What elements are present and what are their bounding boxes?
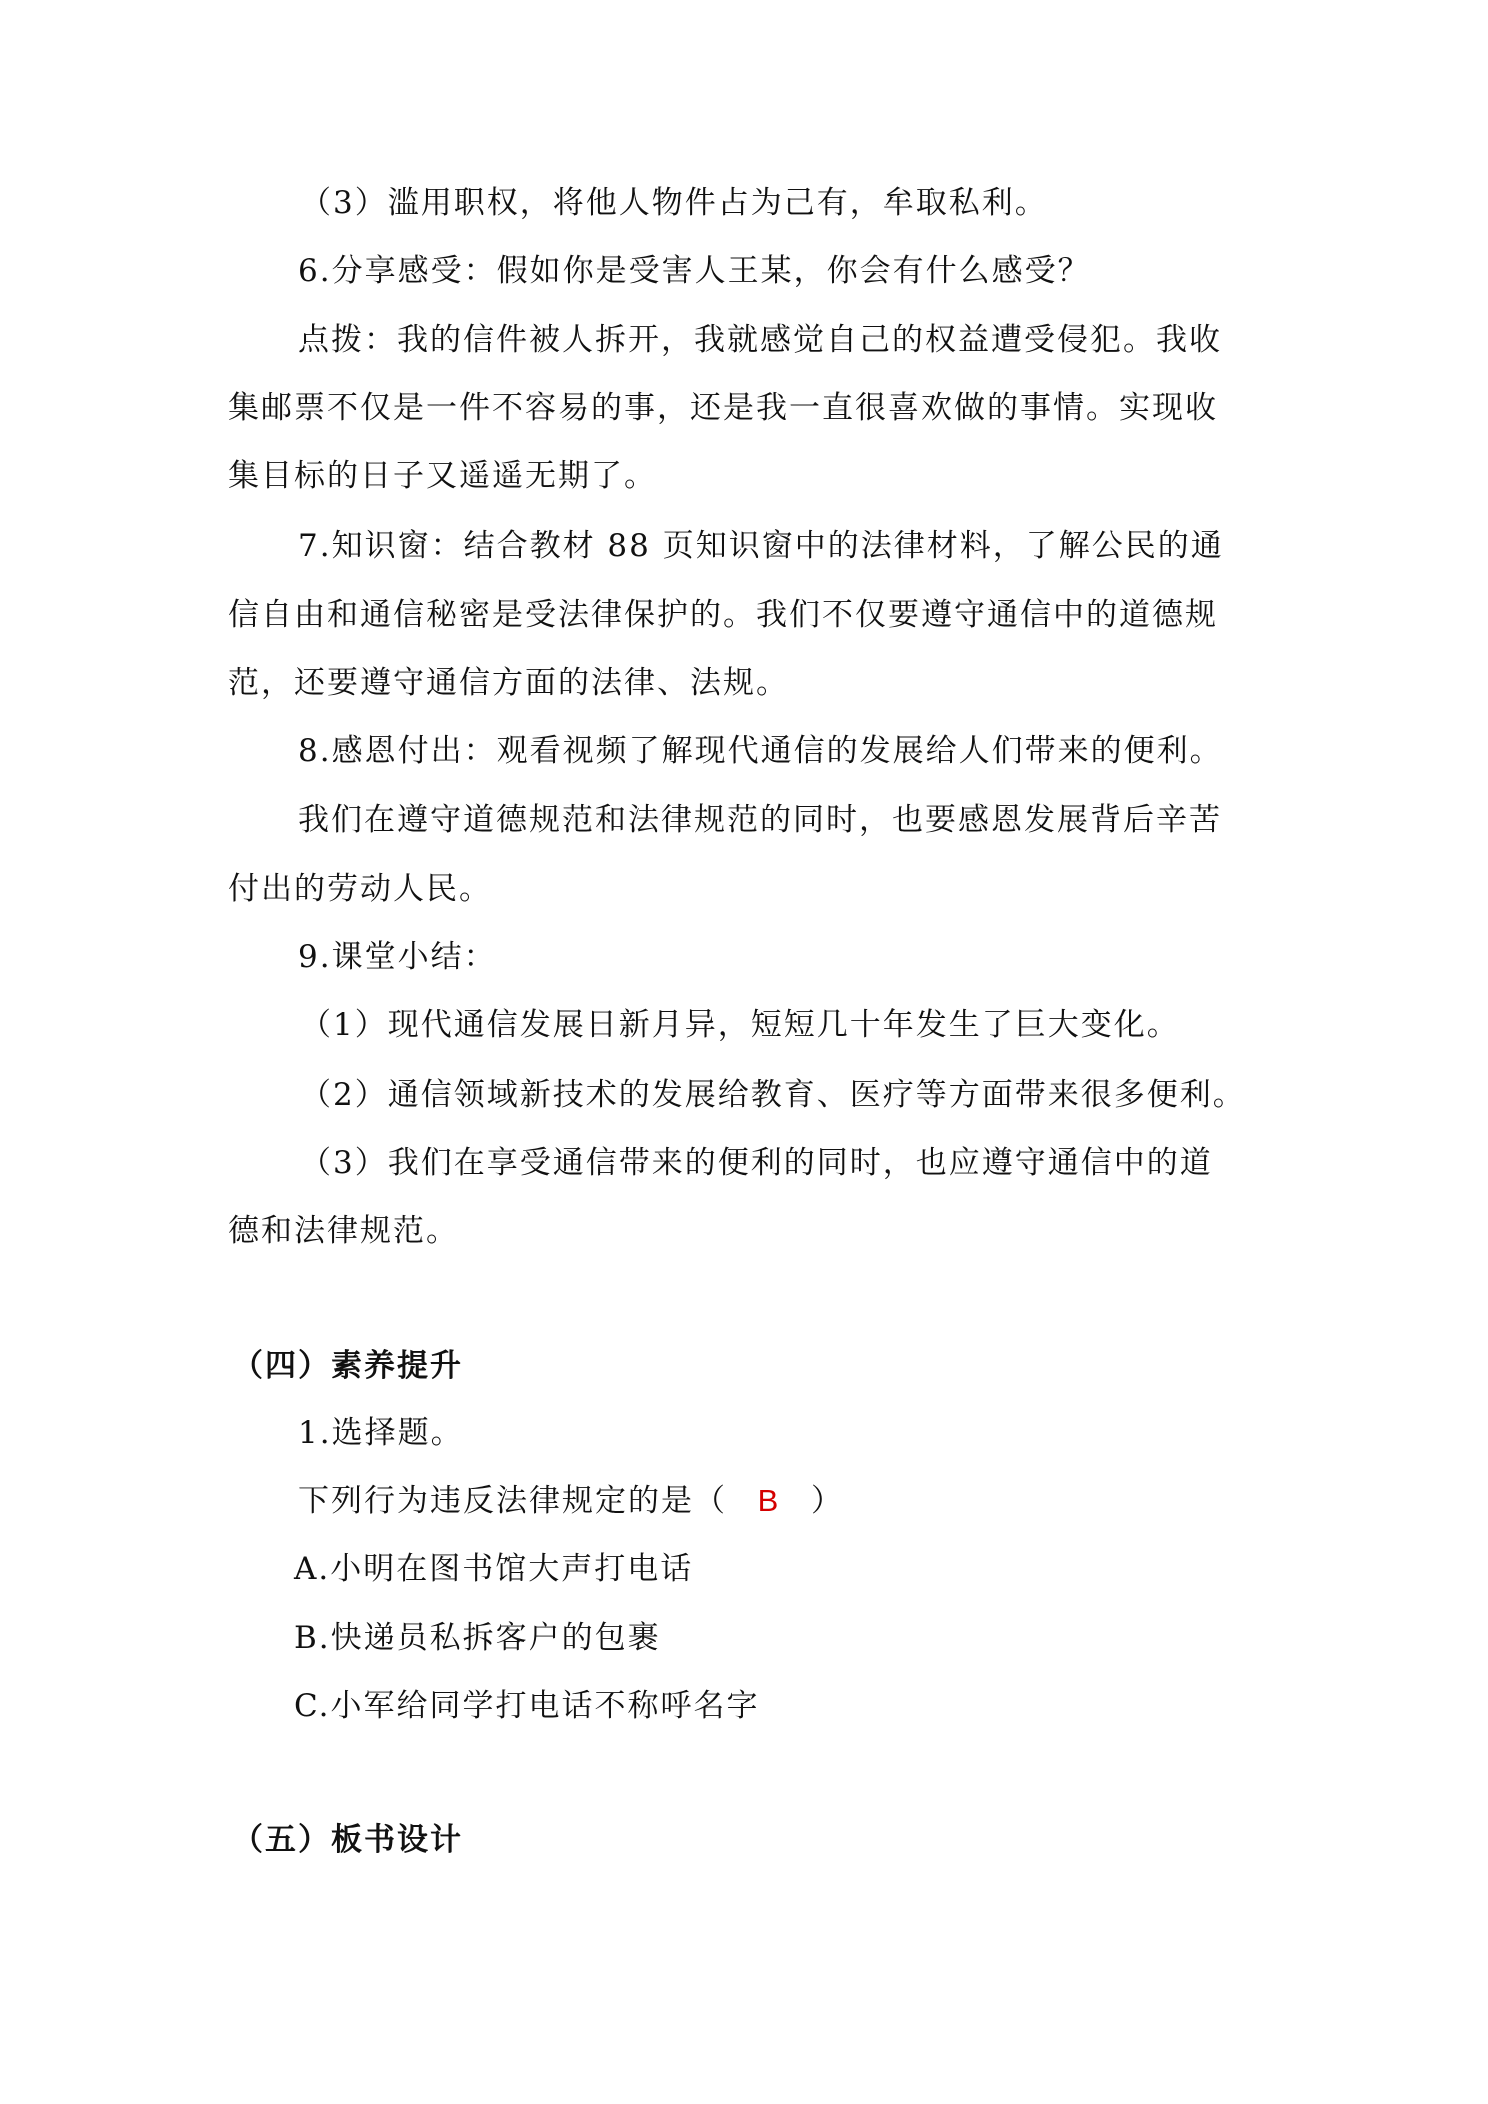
section-heading: （五）板书设计 [232,1822,463,1858]
summary-item: （1）现代通信发展日新月异，短短几十年发生了巨大变化。 [300,1007,1180,1043]
question-text [298,1481,844,1521]
option-a: A.小明在图书馆大声打电话 [294,1551,694,1587]
summary-item: （3）我们在享受通信带来的便利的同时，也应遵守通信中的道 [300,1145,1213,1181]
paragraph-line: 付出的劳动人民。 [228,871,492,907]
paragraph-line: 9.课堂小结： [298,939,497,975]
paragraph-line: 点拨：我的信件被人拆开，我就感觉自己的权益遭受侵犯。我收 [298,322,1222,358]
question-prefix: 下列行为违反法律规定的是（ [298,1483,727,1519]
paragraph-line: （3）滥用职权，将他人物件占为己有，牟取私利。 [300,185,1048,221]
summary-item: （2）通信领域新技术的发展给教育、医疗等方面带来很多便利。 [300,1077,1246,1113]
option-b: B.快递员私拆客户的包裹 [294,1620,661,1656]
paragraph-line: 德和法律规范。 [228,1213,459,1249]
section-heading: （四）素养提升 [232,1348,463,1384]
answer-text: B [757,1483,781,1518]
paragraph-line: 集目标的日子又遥遥无期了。 [228,458,657,494]
paragraph-line: 信自由和通信秘密是受法律保护的。我们不仅要遵守通信中的道德规 [228,597,1218,633]
option-c: C.小军给同学打电话不称呼名字 [294,1688,760,1724]
paragraph-line: 7.知识窗：结合教材 88 页知识窗中的法律材料，了解公民的通 [298,528,1224,564]
question-suffix: ） [811,1483,844,1519]
paragraph-line: 6.分享感受：假如你是受害人王某，你会有什么感受？ [298,253,1091,289]
question-title: 1.选择题。 [298,1415,464,1451]
paragraph-line: 我们在遵守道德规范和法律规范的同时，也要感恩发展背后辛苦 [298,802,1222,838]
paragraph-line: 8.感恩付出：观看视频了解现代通信的发展给人们带来的便利。 [298,733,1223,769]
paragraph-line: 范，还要遵守通信方面的法律、法规。 [228,665,789,701]
paragraph-line: 集邮票不仅是一件不容易的事，还是我一直很喜欢做的事情。实现收 [228,390,1218,426]
